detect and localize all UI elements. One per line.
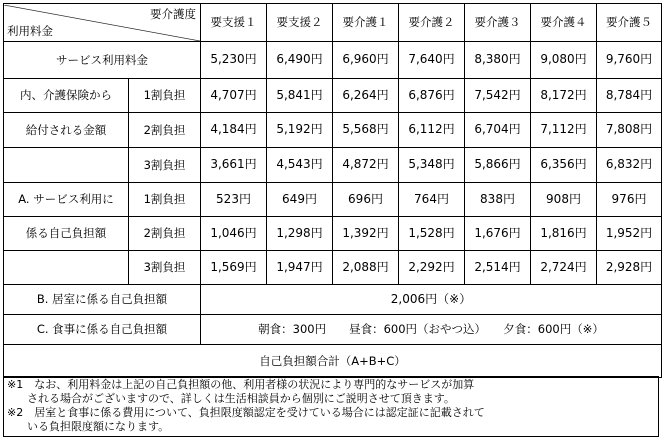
ratio-label: 3割負担 bbox=[129, 148, 201, 183]
fee-value: 5,568円 bbox=[333, 113, 399, 148]
fee-value: 5,192円 bbox=[267, 113, 333, 148]
fee-value: 7,542円 bbox=[465, 79, 531, 113]
note-2-line-2: いる負担限度額になります。 bbox=[27, 420, 170, 433]
room-value: 2,006円（※） bbox=[201, 285, 662, 315]
level-header: 要支援２ bbox=[267, 4, 333, 42]
fee-value: 1,392円 bbox=[333, 217, 399, 251]
fee-value: 6,876円 bbox=[399, 79, 465, 113]
fee-value: 764円 bbox=[399, 183, 465, 217]
fee-value: 9,080円 bbox=[531, 42, 597, 79]
self-pay-row bbox=[4, 251, 662, 285]
fee-value: 976円 bbox=[597, 183, 662, 217]
fee-value: 7,640円 bbox=[399, 42, 465, 79]
note-1-line-2: される場合がございますので、詳しくは生活相談員から個別にご説明させて頂きます。 bbox=[27, 392, 455, 405]
fee-value: 523円 bbox=[201, 183, 267, 217]
note-1-line-1: ※1 なお、利用料金は上記の自己負担額の他、利用者様の状況により専門的なサービスが加算 bbox=[7, 378, 475, 391]
notes-box bbox=[3, 376, 659, 437]
level-header: 要支援１ bbox=[201, 4, 267, 42]
fee-value: 5,230円 bbox=[201, 42, 267, 79]
fee-value: 1,676円 bbox=[465, 217, 531, 251]
ratio-label: 3割負担 bbox=[129, 251, 201, 285]
fee-value: 6,704円 bbox=[465, 113, 531, 148]
fee-value: 1,816円 bbox=[531, 217, 597, 251]
fee-value: 1,528円 bbox=[399, 217, 465, 251]
level-header: 要介護３ bbox=[465, 4, 531, 42]
insurance-label-line2: 給付される金額 bbox=[4, 113, 129, 148]
fee-value: 6,264円 bbox=[333, 79, 399, 113]
level-header: 要介護５ bbox=[597, 4, 662, 42]
self-pay-row bbox=[4, 183, 662, 217]
fee-value: 7,112円 bbox=[531, 113, 597, 148]
fee-value: 6,490円 bbox=[267, 42, 333, 79]
room-label: B. 居室に係る自己負担額 bbox=[4, 285, 201, 315]
fee-value: 2,088円 bbox=[333, 251, 399, 285]
level-header: 要介護１ bbox=[333, 4, 399, 42]
fee-value: 2,724円 bbox=[531, 251, 597, 285]
fee-value: 7,808円 bbox=[597, 113, 662, 148]
insurance-label-blank bbox=[4, 148, 129, 183]
fee-value: 908円 bbox=[531, 183, 597, 217]
self-pay-label-blank bbox=[4, 251, 129, 285]
fee-value: 1,046円 bbox=[201, 217, 267, 251]
fee-value: 4,543円 bbox=[267, 148, 333, 183]
fee-value: 3,661円 bbox=[201, 148, 267, 183]
ratio-label: 1割負担 bbox=[129, 79, 201, 113]
fee-value: 8,380円 bbox=[465, 42, 531, 79]
insurance-label-line1: 内、介護保険から bbox=[4, 79, 129, 113]
note-2-line-1: ※2 居室と食事に係る費用について、負担限度額認定を受けている場合には認定証に記載されて bbox=[7, 406, 485, 419]
fee-value: 4,707円 bbox=[201, 79, 267, 113]
fee-header: 利用料金 bbox=[7, 23, 53, 38]
total-label: 自己負担額合計（A+B+C） bbox=[4, 345, 662, 378]
insurance-row bbox=[4, 79, 662, 113]
fee-value: 1,298円 bbox=[267, 217, 333, 251]
level-header: 要介護２ bbox=[399, 4, 465, 42]
care-level-header: 要介護度 bbox=[150, 6, 196, 21]
level-header: 要介護４ bbox=[531, 4, 597, 42]
meal-label: C. 食事に係る自己負担額 bbox=[4, 315, 201, 345]
header-row bbox=[4, 4, 662, 42]
fee-value: 1,947円 bbox=[267, 251, 333, 285]
header-corner-cell bbox=[4, 4, 201, 42]
fee-table bbox=[3, 3, 662, 378]
fee-value: 5,841円 bbox=[267, 79, 333, 113]
fee-value: 2,928円 bbox=[597, 251, 662, 285]
fee-value: 5,866円 bbox=[465, 148, 531, 183]
fee-value: 6,960円 bbox=[333, 42, 399, 79]
insurance-row bbox=[4, 113, 662, 148]
self-pay-label-line2: 係る自己負担額 bbox=[4, 217, 129, 251]
service-fee-row bbox=[4, 42, 662, 79]
fee-value: 8,784円 bbox=[597, 79, 662, 113]
meal-row bbox=[4, 315, 662, 345]
fee-value: 2,292円 bbox=[399, 251, 465, 285]
fee-value: 2,514円 bbox=[465, 251, 531, 285]
room-row bbox=[4, 285, 662, 315]
meal-value: 朝食：300円 昼食：600円（おやつ込） 夕食：600円（※） bbox=[201, 315, 662, 345]
fee-value: 6,356円 bbox=[531, 148, 597, 183]
fee-value: 6,832円 bbox=[597, 148, 662, 183]
fee-value: 1,952円 bbox=[597, 217, 662, 251]
ratio-label: 2割負担 bbox=[129, 217, 201, 251]
self-pay-label-line1: A. サービス利用に bbox=[4, 183, 129, 217]
insurance-row bbox=[4, 148, 662, 183]
fee-value: 4,184円 bbox=[201, 113, 267, 148]
ratio-label: 2割負担 bbox=[129, 113, 201, 148]
fee-value: 8,172円 bbox=[531, 79, 597, 113]
service-fee-label: サービス利用料金 bbox=[4, 42, 201, 79]
fee-value: 838円 bbox=[465, 183, 531, 217]
fee-value: 9,760円 bbox=[597, 42, 662, 79]
fee-value: 1,569円 bbox=[201, 251, 267, 285]
fee-value: 696円 bbox=[333, 183, 399, 217]
ratio-label: 1割負担 bbox=[129, 183, 201, 217]
self-pay-row bbox=[4, 217, 662, 251]
fee-value: 5,348円 bbox=[399, 148, 465, 183]
fee-value: 4,872円 bbox=[333, 148, 399, 183]
total-row bbox=[4, 345, 662, 378]
fee-value: 6,112円 bbox=[399, 113, 465, 148]
fee-value: 649円 bbox=[267, 183, 333, 217]
